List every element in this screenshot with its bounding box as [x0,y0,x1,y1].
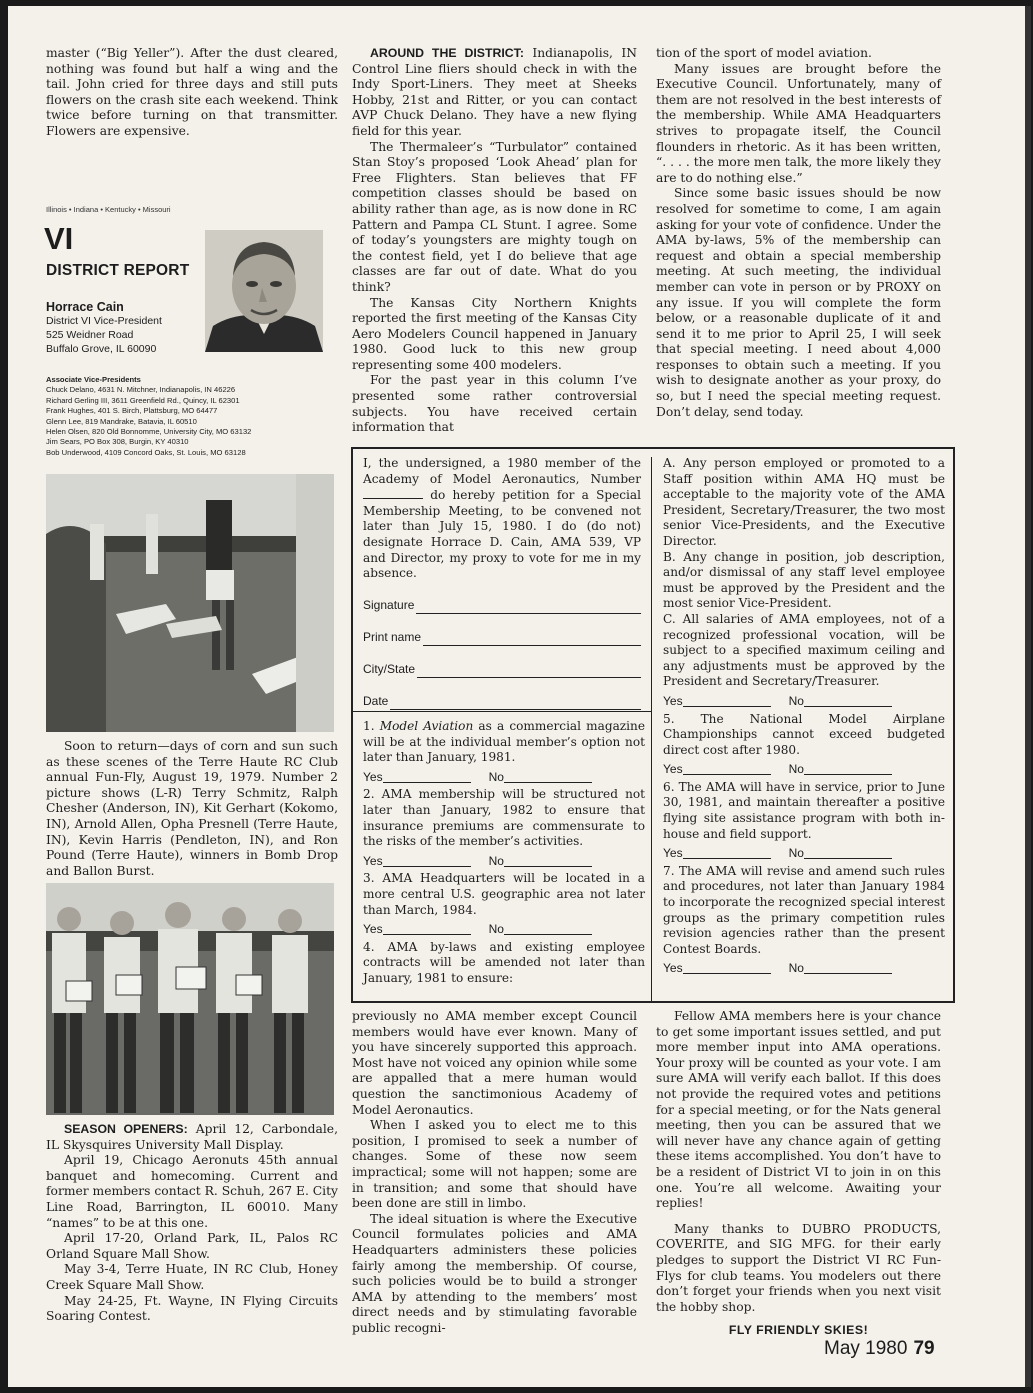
portrait-illustration [205,230,323,352]
col2-p2: The Thermaleer’s “Turbulator” contained Stan Stoy’s proposed ‘Look Ahead’ plan for Free Flighters. Stan believes that FF competition classes should be based on ability rather than age, as is now done in RC Pattern and Pampa CL Stunt. I agree. Some of today’s youngsters are mighty tough on the contest field, yet I do believe that age classes are far out of date. What do you think? [352,139,637,294]
item4a: A. Any person employed or promoted to a Staff position within AMA HQ must be acceptable to the majority vote of the AMA President, Secretary/Treasurer, the two most senior Vice-Presidents, and the Executive Director. [663,456,945,548]
yes-label: Yes [663,693,683,708]
date-label: Date [363,694,389,709]
season-p1 [46,1122,338,1153]
item2-vote [363,854,645,870]
item1-magazine: Model Aviation [379,719,474,733]
item6: 6. The AMA will have in service, prior to June 30, 1981, and maintain thereafter a positive flying site assistance program with both in-house and field support. [663,779,945,841]
winners-group-photo [46,883,334,1115]
yes-blank[interactable] [683,846,771,859]
item4b: B. Any change in position, job description, and/or dismissal of any staff level employee must be approved by the President and the most senior Vice-President. [663,549,945,611]
city-state-blank[interactable] [417,665,641,678]
vp-address-line1: 525 Weidner Road [46,329,134,341]
yes-label: Yes [363,922,383,937]
no-label: No [488,769,504,784]
proxy-petition-form [351,447,955,1003]
item3-vote [363,922,645,938]
season-p5: May 24-25, Ft. Wayne, IN Flying Circuits Soaring Contest. [46,1293,338,1324]
no-label: No [788,693,804,708]
col3b-p1: Fellow AMA members here is your chance to get some important issues settled, and put more member input into AMA operations. Your proxy will be counted as your vote. I am sure AMA will verify each ballot. If this does not provide the required votes and petitions for a special meeting, or for the Nats general meeting, then you can be assured that we will never have any chance again of getting these items accomplished. You don’t have to be a resident of District VI to join in on this one. You’re all welcome. Awaiting your replies! [656,1009,941,1211]
vp-name: Horrace Cain [46,300,124,314]
photo-caption [46,739,338,879]
no-label: No [788,762,804,777]
yes-label: Yes [363,769,383,784]
around-district-head: AROUND THE DISTRICT: [370,46,524,60]
vp-portrait-photo [205,230,323,352]
col3b-p2: Many thanks to DUBRO PRODUCTS, COVERITE, and SIG MFG. for their early pledges to support the District VI RC Fun-Flys for club teams. You modelers out there don’t forget your friends when you next visit the hobby shop. [656,1221,941,1314]
col2-top [352,46,637,436]
season-openers [46,1122,338,1325]
season-p1-text: April 12, Carbondale, IL Skysquires University Mall Display. [46,1122,338,1152]
associate-vp-line: Richard Gerling III, 3611 Greenfield Rd., Quincy, IL 62301 [46,395,240,405]
city-state-label: City/State [363,662,416,677]
signature-line[interactable] [363,582,641,614]
sign-off: FLY FRIENDLY SKIES! [728,1323,869,1338]
yes-blank[interactable] [383,854,471,867]
associate-vp-line: Helen Olsen, 820 Old Bonnomme, University City, MO 63132 [46,427,252,437]
group-scene-illustration [46,883,334,1115]
yes-label: Yes [663,846,683,861]
date-blank[interactable] [390,697,641,710]
associate-vp-line: Chuck Delano, 4631 N. Mitchner, Indianapolis, IN 46226 [46,385,236,395]
no-label: No [488,853,504,868]
item1-number: 1. [363,719,380,733]
associate-vp-line: Bob Underwood, 4109 Concord Oaks, St. Louis, MO 63128 [46,447,246,457]
form-right [663,456,945,979]
no-blank[interactable] [804,694,892,707]
yes-blank[interactable] [383,770,471,783]
yes-blank[interactable] [383,922,471,935]
district-states: Illinois • Indiana • Kentucky • Missouri [46,205,171,214]
signature-blank[interactable] [416,601,641,614]
col2b-p2: When I asked you to elect me to this position, I promised to seek a number of changes. Some of these now seem impractical; some will not happen; some are in transition; and some that should have been done are still in limbo. [352,1118,637,1211]
item6-vote [663,846,945,862]
associate-vp-title: Associate Vice-Presidents [46,375,141,384]
no-blank[interactable] [804,846,892,859]
item1-text: as a commercial magazine will be at the individual member’s option not later than January, 1981. [363,719,645,765]
season-head: SEASON OPENERS: [64,1122,188,1136]
no-blank[interactable] [504,922,592,935]
item5: 5. The National Model Airplane Championships cannot exceed budgeted direct cost after 1980. [663,711,945,757]
district-number: VI [44,221,74,256]
no-label: No [788,961,804,976]
yes-blank[interactable] [683,694,771,707]
yes-blank[interactable] [683,961,771,974]
item1-vote [363,770,645,786]
col2-p3: The Kansas City Northern Knights reported the first meeting of the Kansas City Aero Modelers Council happened in January 1980. Good luck to this new group representing some 400 modelers. [352,295,637,372]
yes-label: Yes [663,961,683,976]
col1-top [46,46,338,140]
season-p3: April 17-20, Orland Park, IL, Palos RC Orland Square Mall Show. [46,1231,338,1261]
caption-text: Soon to return—days of corn and sun such as these scenes of the Terre Haute RC Club annual Fun-Fly, August 19, 1979. Number 2 picture shows (L-R) Terry Schmitz, Ralph Chesher (Anderson, IN), Kit Gerhart (Kokomo, IN), Arnold Allen, Opha Presnell (Terre Haute, IN), Kevin Harris (Pendleton, IN), and Ron Pound (Terre Haute), winners in Bomb Drop and Ballon Burst. [46,739,338,878]
yes-label: Yes [363,853,383,868]
col2b-p3: The ideal situation is where the Executive Council formulates policies and AMA Headquarters administers these policies fairly among the membership. Of course, such policies would be to build a stronger AMA by attending to the members’ most direct needs and by stimulating favorable public recogni- [352,1211,637,1335]
form-divider-horizontal [353,711,652,712]
col3-top [656,46,941,420]
item4-vote [663,694,945,710]
item7: 7. The AMA will revise and amend such rules and procedures, not later than January 1984 to incorporate the recognized special interest groups as the primary competition rules revision agencies rather than the present Contest Boards. [663,863,945,956]
vice-president-block [46,300,162,356]
no-label: No [488,922,504,937]
signature-label: Signature [363,598,415,613]
page-folio [824,1338,935,1360]
city-state-line[interactable] [363,646,641,678]
associate-vp-line: Glenn Lee, 819 Mandrake, Batavia, IL 60510 [46,416,197,426]
item2: 2. AMA membership will be structured not later than January, 1982 to ensure that insurance premiums are commensurate to the risks of the member’s activities. [363,787,645,849]
col2b-p1: previously no AMA member except Council members would have ever known. Many of you have sincerely supported this approach. Most have not voiced any opinion while some are appalled that a mere human would question the sanctimonious Academy of Model Aeronautics. [352,1009,637,1117]
col1-top-text: master (“Big Yeller”). After the dust cleared, nothing was found but half a wing and the tail. John cried for three days and still puts flowers on the crash site each weekend. Think twice before turning on that transmitter. Flowers are expensive. [46,46,338,138]
vp-address-line2: Buffalo Grove, IL 60090 [46,343,157,355]
season-p4: May 3-4, Terre Huate, IN RC Club, Honey Creek Square Mall Show. [46,1262,338,1292]
col2-p4: For the past year in this column I’ve presented some rather controversial subjects. You have received certain information that [352,373,637,435]
print-name-label: Print name [363,630,422,645]
col2-p1-text: Indianapolis, IN Control Line fliers should check in with the Indy Sport-Liners. They meet at Sheeks Hobby, 21st and Ritter, or you can contact AVP Chuck Delano. They have a new flying field for this year. [352,46,637,138]
petition-intro-a: I, the undersigned, a 1980 member of the Academy of Model Aeronautics, Number [363,456,641,486]
col3-p0: tion of the sport of model aviation. [656,46,872,60]
col3-p2: Since some basic issues should be now resolved for sometime to come, I am again asking for your vote of confidence. Under the AMA by-laws, 5% of the membership can request and obtain a special membership meeting. At such meeting, the individual member can vote in person or by PROXY on any issue. If you will complete the form below, or a reasonable duplicate of it and send it to me prior to April 25, I will seek that special meeting. I need about 4,000 responses to obtain such a meeting. If you wish to designate another as your proxy, do so, but I need the special meeting request. Don’t delay, send today. [656,186,941,419]
no-blank[interactable] [504,770,592,783]
page-number: 79 [913,1338,935,1359]
magazine-page [8,6,1031,1387]
item4: 4. AMA by-laws and existing employee contracts will be amended not later than January, 1981 to ensure: [363,939,645,985]
item5-vote [663,762,945,778]
field-scene-illustration [46,474,334,732]
no-blank[interactable] [804,961,892,974]
form-divider-vertical [651,457,652,1001]
associate-vp-line: Frank Hughes, 401 S. Birch, Plattsburg, MO 64477 [46,406,218,416]
no-blank[interactable] [504,854,592,867]
associate-vp-list [46,375,346,458]
print-name-line[interactable] [363,614,641,646]
item3: 3. AMA Headquarters will be located in a more central U.S. geographic area not later than March, 1984. [363,871,645,917]
form-left-top [363,456,641,710]
issue-date: May 1980 [824,1338,908,1359]
item7-vote [663,961,945,977]
member-number-blank[interactable] [363,487,423,499]
col2-p1 [352,46,637,140]
vp-title: District VI Vice-President [46,315,162,327]
petition-text [363,456,641,582]
item1 [363,719,645,766]
date-line[interactable] [363,678,641,710]
col3-p1: Many issues are brought before the Executive Council. Unfortunately, many of them are not resolved in the best interests of the membership. While AMA Headquarters strives to propagate itself, the Council flounders in rhetoric. As it has been written, “. . . . the more men talk, the more likely they are to do nothing else.” [656,61,941,185]
item4c: C. All salaries of AMA employees, not of a recognized professional vocation, will be subject to a specified maximum ceiling and any adjustments must be approved by the President and Secretary/Treasurer. [663,611,945,689]
petition-intro-b: do hereby petition for a Special Membership Meeting, to be convened not later than July 15, 1980. I do (do not) designate Horrace D. Cain, AMA 539, VP and Director, my proxy to vote for me in my absence. [363,488,641,581]
form-left-items [363,719,645,987]
fun-fly-field-photo [46,474,334,732]
district-report-title: DISTRICT REPORT [46,262,190,279]
yes-label: Yes [663,762,683,777]
no-blank[interactable] [804,762,892,775]
yes-blank[interactable] [683,762,771,775]
print-name-blank[interactable] [423,633,641,646]
no-label: No [788,846,804,861]
col2-bottom [352,1009,637,1336]
season-p2: April 19, Chicago Aeronuts 45th annual banquet and homecoming. Current and former members contact R. Schuh, 267 E. City Line Road, Barrington, IL 60010. Many “names” to be at this one. [46,1153,338,1230]
col3-bottom [656,1009,941,1339]
associate-vp-line: Jim Sears, PO Box 308, Burgin, KY 40310 [46,437,189,447]
